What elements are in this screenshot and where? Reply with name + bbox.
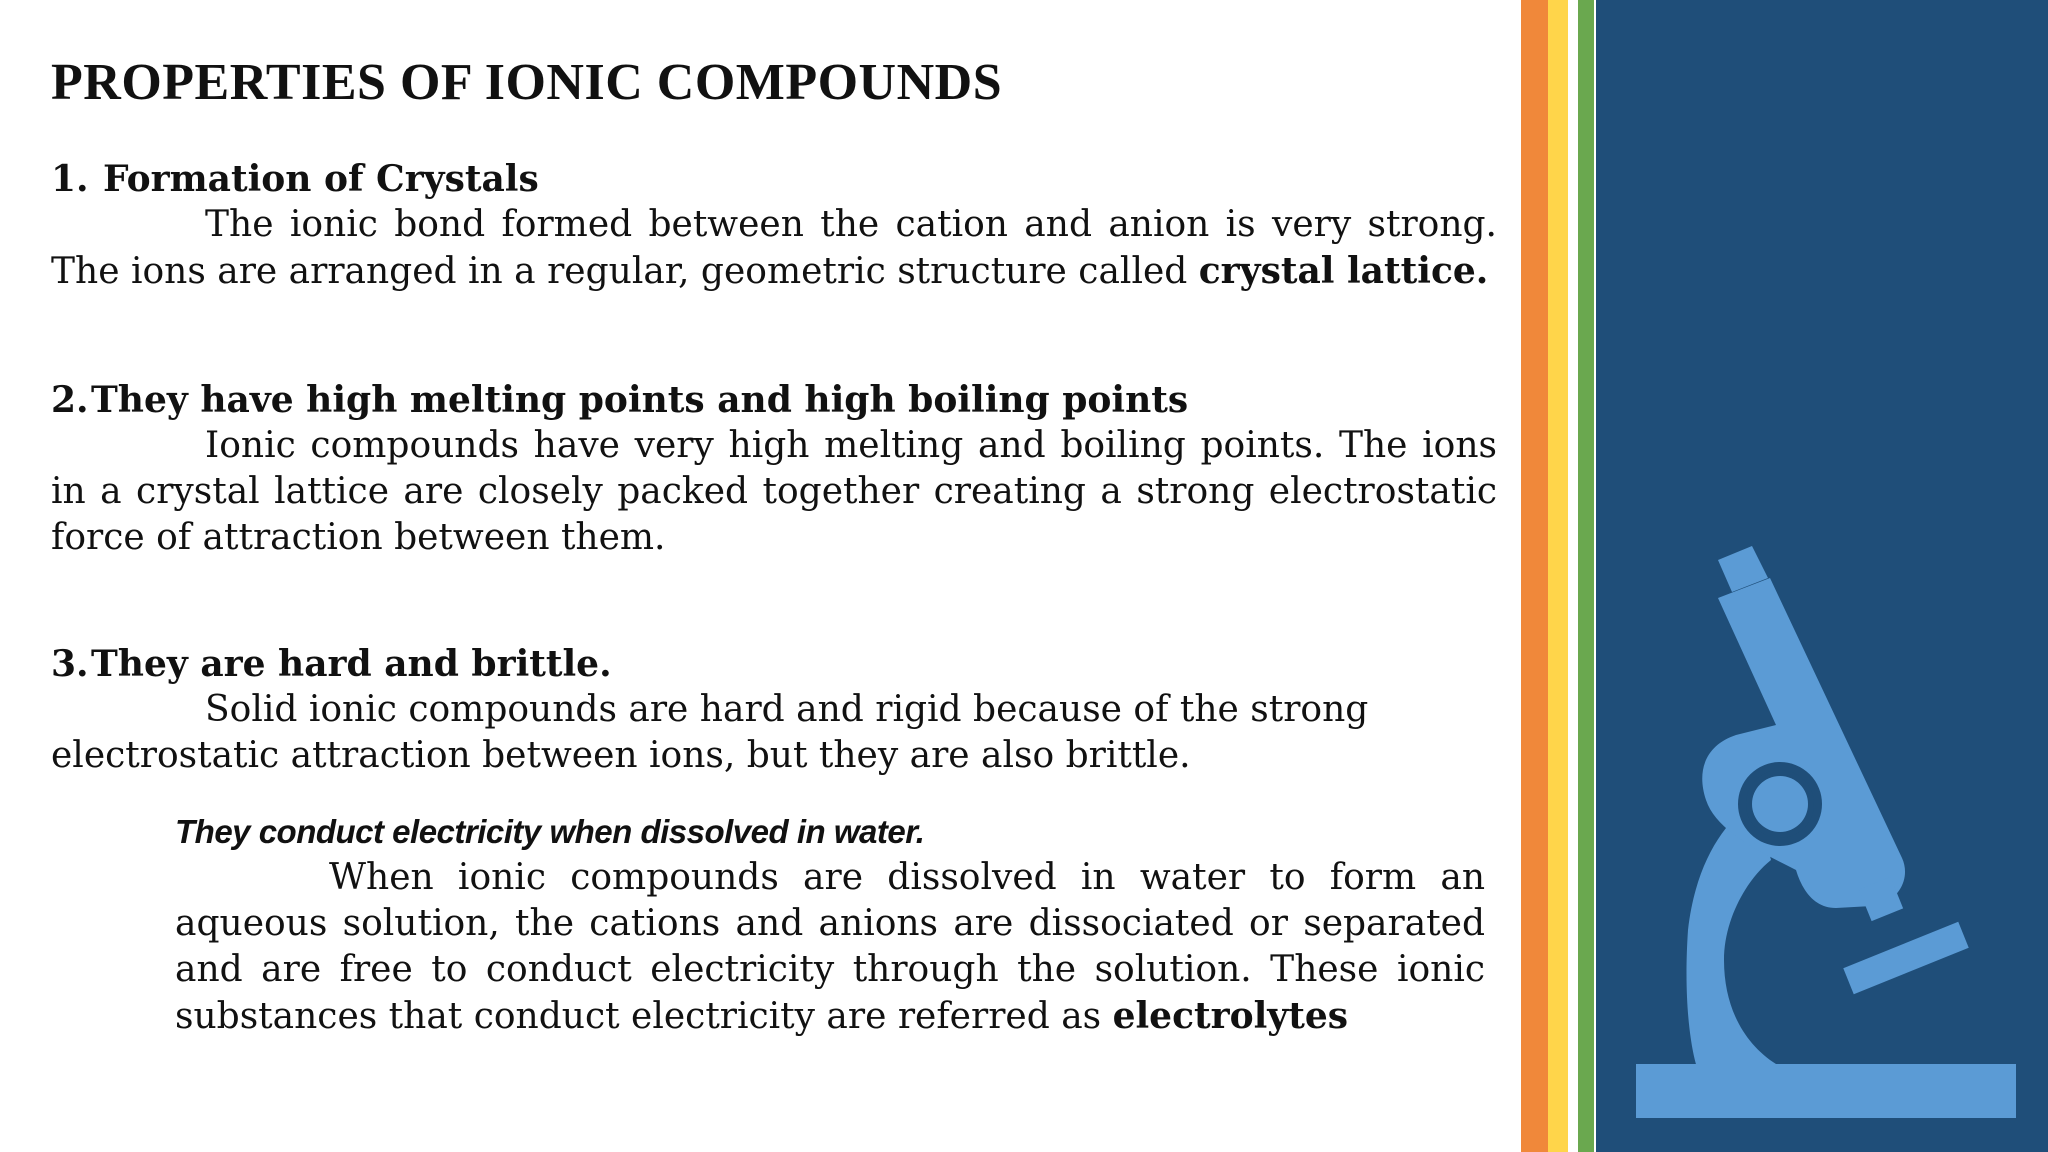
section-formation-of-crystals [51, 156, 1497, 295]
section-paragraph [175, 855, 1485, 1040]
section-paragraph: Ionic compounds have very high melting and boiling points. The ions in a crystal lattice are closely packed together creating a strong electrostatic force of attraction between them. [51, 425, 1497, 558]
section-paragraph [51, 687, 1411, 779]
section-heading [51, 156, 1497, 202]
slide-content [51, 48, 1497, 1040]
orange-stripe [1521, 0, 1548, 1152]
section-paragraph [51, 202, 1497, 295]
microscope-base [1636, 1064, 2016, 1118]
paragraph-text: Solid ionic compounds are hard and rigid because of the strong electrostatic attraction between ions, but they are also brittle. [51, 689, 1369, 776]
section-hard-and-brittle [51, 641, 1497, 779]
focus-knob [1752, 776, 1808, 832]
section-heading: They conduct electricity when dissolved in water. [175, 813, 925, 850]
section-heading [51, 377, 1497, 423]
key-term-electrolytes: electrolytes [1112, 995, 1348, 1037]
section-title: They have high melting points and high boiling points [91, 379, 1189, 421]
paragraph-text: When ionic compounds are dissolved in water to form an aqueous solution, the cations and anions are dissociated or separated and are free to conduct electricity through the solution. These ionic substances that conduct electricity are referred as [175, 857, 1485, 1037]
side-panel [1596, 0, 2048, 1152]
microscope-illustration [1596, 0, 2048, 1152]
section-heading [51, 641, 1497, 687]
white-gap-stripe [1568, 0, 1578, 1152]
section-number: 2. [51, 379, 89, 421]
section-number: 1. [51, 158, 89, 200]
green-stripe [1578, 0, 1594, 1152]
panel-background [1596, 0, 2048, 1152]
slide-title: PROPERTIES OF IONIC COMPOUNDS [51, 54, 1003, 111]
section-title: Formation of Crystals [103, 158, 539, 200]
section-title: They are hard and brittle. [91, 643, 612, 685]
section-conduct-electricity [175, 809, 1485, 1040]
section-melting-boiling-points [51, 377, 1497, 561]
key-term-crystal-lattice: crystal lattice. [1198, 250, 1489, 292]
section-number: 3. [51, 643, 89, 685]
paragraph-text: The ionic bond formed between the cation and anion is very strong. The ions are arranged in a regular, geometric structure called [51, 204, 1497, 292]
yellow-stripe [1548, 0, 1568, 1152]
